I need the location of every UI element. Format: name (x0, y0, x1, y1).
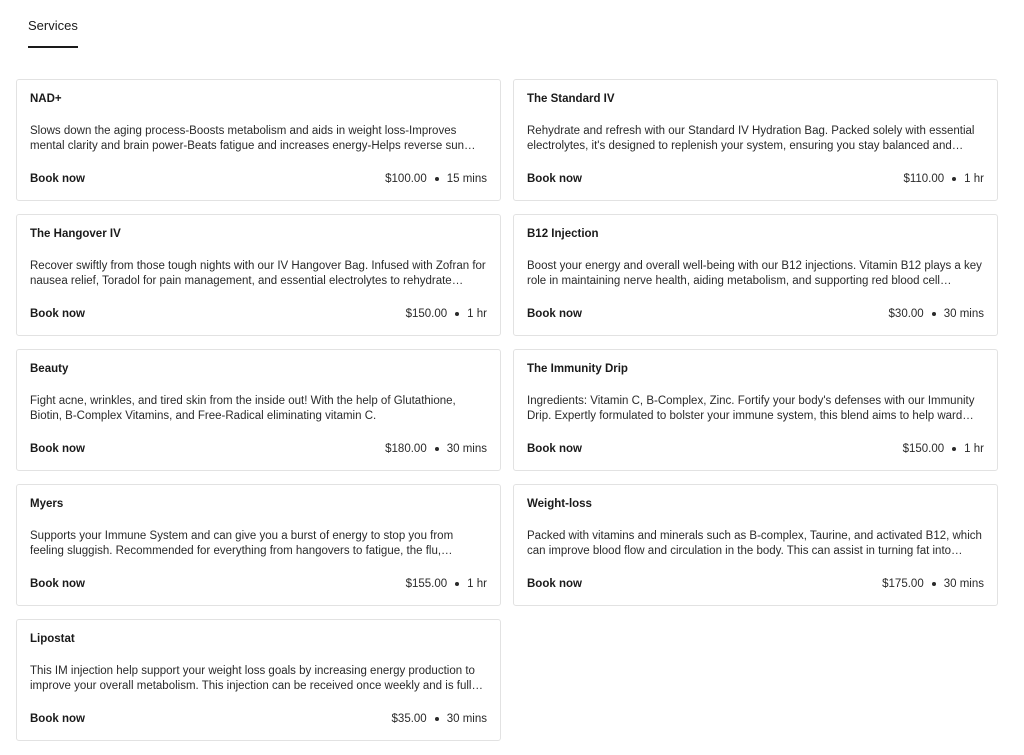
service-title: Lipostat (30, 633, 75, 645)
book-now-button[interactable]: Book now (30, 173, 85, 185)
separator-dot-icon (932, 582, 936, 586)
service-footer (30, 173, 487, 185)
service-duration: 15 mins (446, 173, 487, 185)
service-price: $30.00 (888, 308, 924, 320)
service-card[interactable] (513, 349, 998, 471)
service-price: $110.00 (903, 173, 945, 185)
service-card[interactable] (16, 619, 501, 741)
service-footer (30, 308, 487, 320)
service-meta (385, 173, 487, 185)
service-duration: 1 hr (467, 578, 487, 590)
service-footer (527, 308, 984, 320)
service-duration: 1 hr (964, 443, 984, 455)
book-now-button[interactable]: Book now (527, 578, 582, 590)
service-description: Supports your Immune System and can give you a burst of energy to stop you from feeling sluggish. Recommended for everything from hangovers to fatigue, the flu,… (30, 530, 454, 557)
separator-dot-icon (952, 177, 956, 181)
service-footer (527, 443, 984, 455)
service-price: $100.00 (385, 173, 427, 185)
service-duration: 30 mins (446, 713, 487, 725)
service-description: Rehydrate and refresh with our Standard IV Hydration Bag. Packed solely with essential electrolytes, it's designed to replenish your system, ensuring you stay balanced and… (527, 125, 975, 152)
service-title: Myers (30, 498, 64, 510)
service-footer (527, 578, 984, 590)
service-meta (882, 578, 984, 590)
service-price: $150.00 (902, 443, 945, 455)
book-now-button[interactable]: Book now (527, 173, 582, 185)
service-description: Slows down the aging process-Boosts metabolism and aids in weight loss-Improves mental clarity and brain power-Beats fatigue and increases energy-Helps reverse sun… (30, 125, 476, 152)
separator-dot-icon (952, 447, 956, 451)
separator-dot-icon (455, 312, 459, 316)
service-card[interactable] (16, 349, 501, 471)
book-now-button[interactable]: Book now (527, 443, 582, 455)
services-grid (16, 79, 998, 741)
service-description: Fight acne, wrinkles, and tired skin from the inside out! With the help of Glutathione, Biotin, B-Complex Vitamins, and Free-Radical eliminating vitamin C. (30, 395, 456, 422)
service-meta (406, 578, 487, 590)
separator-dot-icon (455, 582, 459, 586)
service-description: Ingredients: Vitamin C, B-Complex, Zinc. Fortify your body's defenses with our Immunity Drip. Expertly formulated to bolster your immune system, this blend aims to help ward… (527, 395, 975, 422)
service-meta (392, 713, 487, 725)
service-duration: 30 mins (943, 578, 984, 590)
service-price: $150.00 (405, 308, 448, 320)
service-meta (406, 308, 487, 320)
book-now-button[interactable]: Book now (30, 578, 85, 590)
service-footer (527, 173, 984, 185)
tab-services[interactable]: Services (28, 0, 78, 48)
service-footer (30, 443, 487, 455)
separator-dot-icon (435, 177, 439, 181)
service-price: $175.00 (882, 578, 924, 590)
service-meta (385, 443, 487, 455)
book-now-button[interactable]: Book now (30, 713, 85, 725)
service-card[interactable] (16, 214, 501, 336)
service-price: $155.00 (405, 578, 448, 590)
service-footer (30, 713, 487, 725)
service-title: B12 Injection (527, 228, 599, 240)
separator-dot-icon (435, 717, 439, 721)
book-now-button[interactable]: Book now (30, 308, 85, 320)
service-title: The Standard IV (527, 93, 615, 105)
service-title: Weight-loss (527, 498, 592, 510)
service-footer (30, 578, 487, 590)
service-card[interactable] (513, 484, 998, 606)
book-now-button[interactable]: Book now (30, 443, 85, 455)
service-meta (889, 308, 984, 320)
service-card[interactable] (16, 79, 501, 201)
service-card[interactable] (16, 484, 501, 606)
service-description: Boost your energy and overall well-being with our B12 injections. Vitamin B12 plays a key role in maintaining nerve health, aiding metabolism, and supporting red blood cell… (527, 260, 982, 287)
service-description: Packed with vitamins and minerals such as B-complex, Taurine, and activated B12, which can improve blood flow and circulation in the body. This can assist in turning fat into… (527, 530, 982, 557)
service-title: Beauty (30, 363, 69, 375)
service-duration: 1 hr (964, 173, 984, 185)
service-meta (903, 173, 984, 185)
service-meta (903, 443, 984, 455)
service-price: $35.00 (391, 713, 427, 725)
book-now-button[interactable]: Book now (527, 308, 582, 320)
service-title: The Hangover IV (30, 228, 121, 240)
service-card[interactable] (513, 214, 998, 336)
separator-dot-icon (435, 447, 439, 451)
service-title: The Immunity Drip (527, 363, 628, 375)
service-card[interactable] (513, 79, 998, 201)
service-duration: 30 mins (943, 308, 984, 320)
service-description: Recover swiftly from those tough nights with our IV Hangover Bag. Infused with Zofran for nausea relief, Toradol for pain management, and essential electrolytes to rehydrate… (30, 260, 486, 287)
service-duration: 30 mins (446, 443, 487, 455)
service-price: $180.00 (385, 443, 427, 455)
separator-dot-icon (932, 312, 936, 316)
service-description: This IM injection help support your weight loss goals by increasing energy production to improve your overall metabolism. This injection can be received once weekly and is full… (30, 665, 483, 692)
tab-bar (28, 0, 78, 48)
service-duration: 1 hr (467, 308, 487, 320)
service-title: NAD+ (30, 93, 62, 105)
